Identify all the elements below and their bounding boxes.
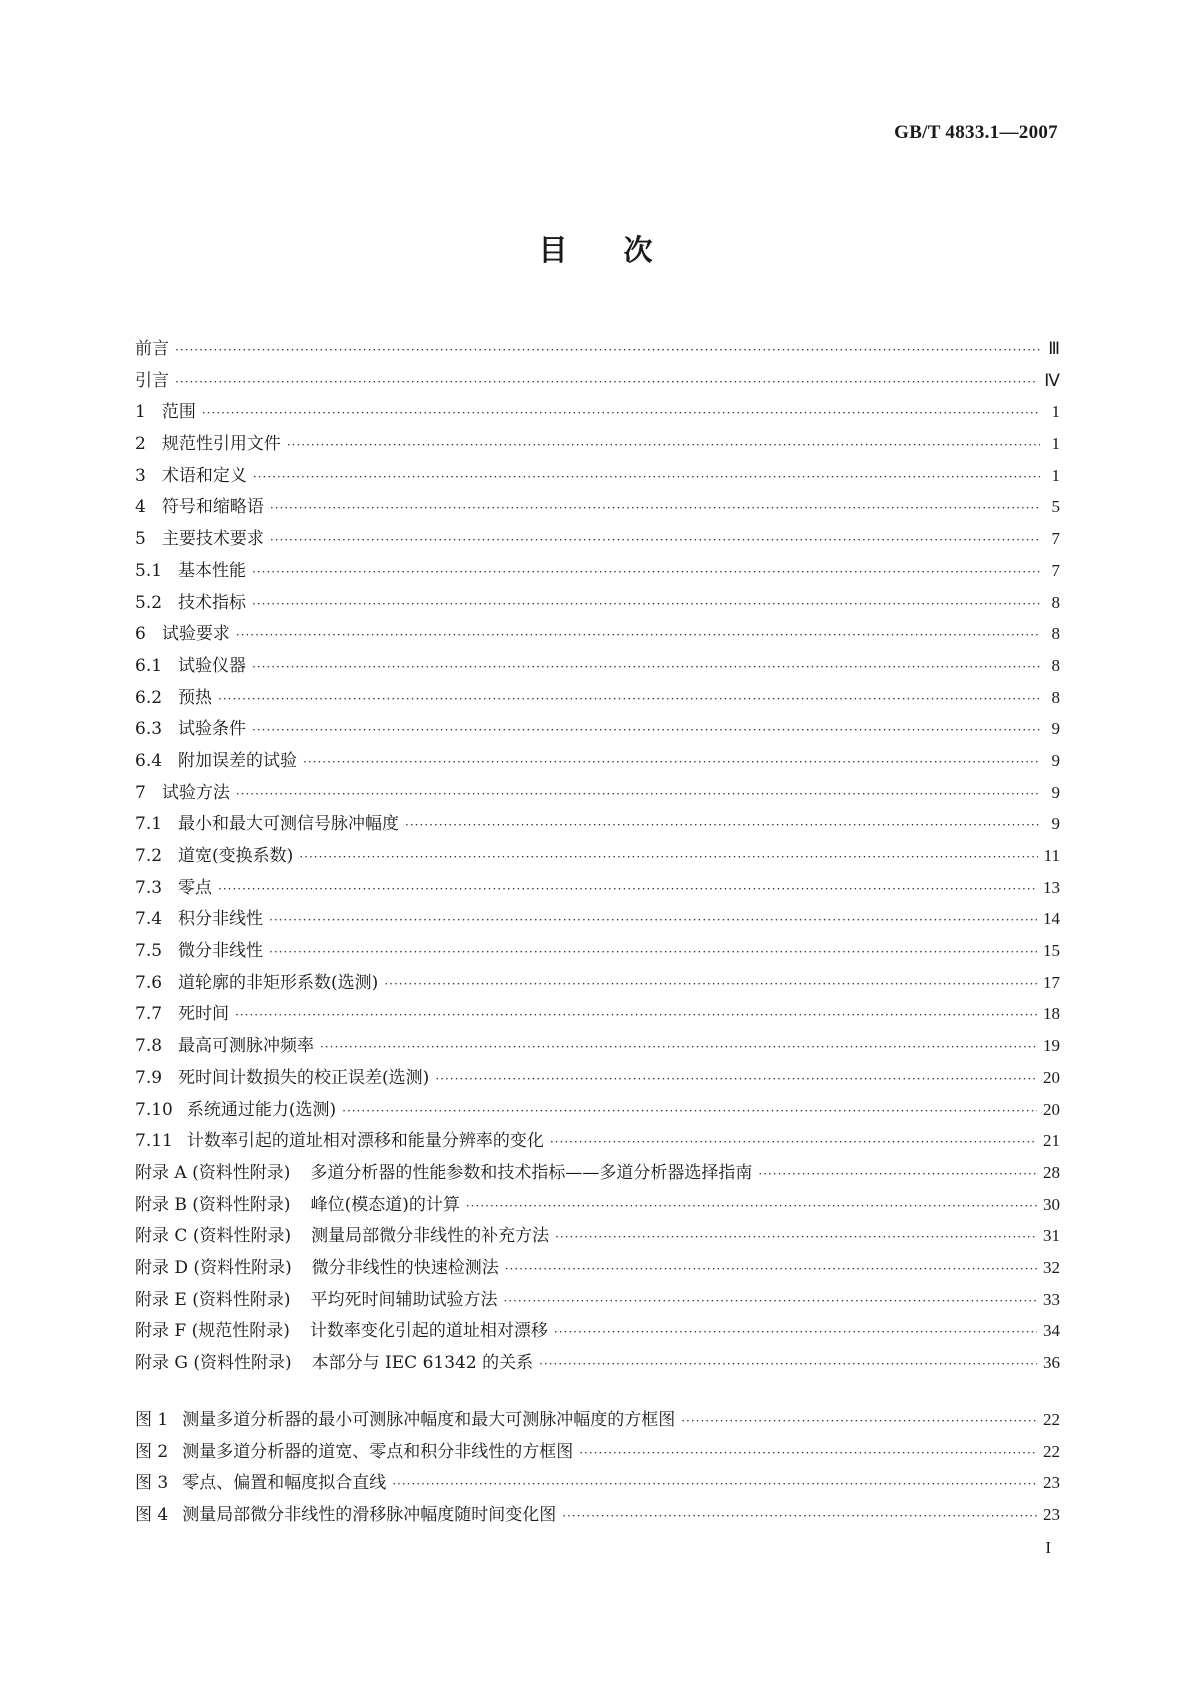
toc-entry-number: 7 [135, 782, 146, 803]
toc-entry[interactable] [135, 588, 1060, 620]
toc-entry[interactable] [135, 683, 1060, 715]
toc-entry[interactable] [135, 809, 1060, 841]
toc-entry-number: 7.2 [135, 846, 163, 866]
dot-leader [218, 882, 1037, 896]
toc-entry-page: 7 [1051, 560, 1060, 580]
toc-entry-page: 32 [1043, 1257, 1060, 1277]
dot-leader [320, 1040, 1037, 1054]
dot-leader [252, 660, 1040, 674]
toc-entry-page: 8 [1051, 592, 1060, 612]
toc-entry-number: 7.1 [135, 814, 163, 835]
toc-entry[interactable] [135, 873, 1060, 905]
toc-entry-page: 22 [1043, 1441, 1060, 1461]
dot-leader [554, 1325, 1037, 1339]
toc-entry-label: 规范性引用文件 [161, 434, 281, 455]
toc-entry[interactable] [135, 968, 1060, 1000]
dot-leader [384, 977, 1037, 991]
dot-leader [287, 438, 1040, 452]
toc-entry-page: 18 [1043, 1004, 1060, 1024]
toc-entry[interactable] [135, 556, 1060, 588]
toc-entry-label: 测量多道分析器的道宽、零点和积分非线性的方框图 [182, 1441, 574, 1462]
toc-entry-page: 36 [1043, 1353, 1060, 1372]
toc-entry-label: 术语和定义 [161, 465, 247, 486]
toc-entry-number: 5.2 [135, 592, 163, 613]
toc-entry[interactable] [135, 904, 1060, 936]
toc-entry-number: 7.4 [135, 909, 163, 930]
figure-list [135, 1405, 1060, 1532]
figure-entry[interactable] [135, 1405, 1060, 1437]
toc-entry-number: 7.6 [135, 972, 163, 993]
toc-entry[interactable] [135, 651, 1060, 683]
toc-entry-number: 3 [135, 465, 146, 486]
dot-leader [466, 1199, 1037, 1213]
toc-entry[interactable] [135, 619, 1060, 651]
toc-entry-label: 试验要求 [161, 624, 230, 645]
toc-entry-number: 6.2 [135, 687, 163, 708]
toc-entry-page: 22 [1043, 1410, 1060, 1429]
toc-entry-label: 本部分与 IEC 61342 的关系 [311, 1353, 534, 1373]
toc-entry-number: 附录 D (资料性附录) [135, 1257, 292, 1278]
toc-entry-label: 技术指标 [178, 592, 247, 613]
toc-entry-page: 23 [1043, 1505, 1060, 1525]
dot-leader [539, 1357, 1037, 1371]
toc-entry-label: 道轮廓的非矩形系数(选测) [178, 972, 379, 993]
toc-entry-number: 图 4 [135, 1505, 169, 1526]
toc-entry-page: 9 [1051, 782, 1060, 802]
standard-number: GB/T 4833.1—2007 [894, 122, 1058, 143]
dot-leader [681, 1414, 1037, 1428]
toc-entry-number: 图 2 [135, 1441, 169, 1462]
dot-leader [236, 628, 1040, 642]
dot-leader [218, 692, 1040, 706]
toc-entry-label: 微分非线性的快速检测法 [311, 1257, 499, 1278]
dot-leader [405, 818, 1040, 832]
toc-entry-label: 试验方法 [161, 782, 230, 803]
figure-entry[interactable] [135, 1437, 1060, 1469]
toc-entry-label: 符号和缩略语 [161, 497, 264, 518]
toc-entry[interactable] [135, 524, 1060, 556]
toc-entry-number: 7.3 [135, 877, 163, 898]
toc-entry-number: 6.1 [135, 655, 163, 676]
toc-entry-page: 1 [1051, 465, 1060, 485]
dot-leader [252, 597, 1040, 611]
toc-entry-number: 7.11 [135, 1131, 173, 1152]
toc-entry-label: 试验仪器 [178, 655, 247, 676]
toc-entry-label: 计数率引起的道址相对漂移和能量分辨率的变化 [186, 1131, 544, 1152]
figure-entry[interactable] [135, 1500, 1060, 1532]
toc-entry-number: 附录 G (资料性附录) [135, 1353, 292, 1373]
toc-entry[interactable] [135, 397, 1060, 429]
toc-entry[interactable] [135, 1285, 1060, 1317]
dot-leader [252, 565, 1040, 579]
toc-entry-label: 积分非线性 [178, 909, 264, 930]
toc-entry[interactable] [135, 936, 1060, 968]
toc-entry-page: 8 [1051, 687, 1060, 707]
toc-entry-page: 28 [1043, 1162, 1060, 1182]
toc-entry-page: 8 [1051, 624, 1060, 644]
toc-entry-page: 21 [1043, 1131, 1060, 1151]
toc-entry[interactable] [135, 714, 1060, 746]
toc-entry-label: 计数率变化引起的道址相对漂移 [309, 1321, 548, 1342]
toc-entry[interactable] [135, 1348, 1060, 1380]
toc-entry[interactable] [135, 1063, 1060, 1095]
dot-leader [342, 1104, 1037, 1118]
dot-leader [505, 1262, 1037, 1276]
toc-entry-page: 14 [1043, 909, 1060, 929]
dot-leader [555, 1230, 1037, 1244]
dot-leader [175, 343, 1040, 357]
page-title: 目次 [538, 233, 709, 267]
toc-entry-number: 1 [135, 402, 146, 423]
toc-entry-label: 零点 [178, 877, 213, 898]
toc-entry-number: 附录 E (资料性附录) [135, 1289, 291, 1310]
toc-entry-page: 34 [1043, 1321, 1060, 1341]
dot-leader [435, 1072, 1037, 1086]
dot-leader [299, 850, 1037, 864]
toc-entry-number: 5.1 [135, 560, 163, 581]
toc-entry-page: 1 [1051, 402, 1060, 422]
toc-entry[interactable] [135, 841, 1060, 873]
toc-entry-page: 19 [1043, 1036, 1060, 1056]
toc-entry[interactable] [135, 1221, 1060, 1253]
dot-leader [235, 1008, 1037, 1022]
toc-entry-number: 7.10 [135, 1099, 173, 1120]
toc-entry-number: 附录 F (规范性附录) [135, 1321, 290, 1342]
toc-entry-label: 主要技术要求 [161, 529, 264, 550]
toc-entry-number: 2 [135, 434, 146, 455]
toc-entry-label: 预热 [178, 687, 213, 708]
dot-leader [202, 406, 1040, 420]
toc-entry-label: 死时间 [178, 1004, 230, 1025]
toc-entry-page: 17 [1043, 972, 1060, 992]
toc-entry-page: 31 [1043, 1226, 1060, 1246]
dot-leader [579, 1446, 1037, 1460]
toc-entry-number: 6 [135, 624, 146, 645]
toc-entry-number: 附录 C (资料性附录) [135, 1226, 292, 1247]
toc-entry-label: 多道分析器的性能参数和技术指标——多道分析器选择指南 [310, 1162, 753, 1183]
toc-entry-label: 范围 [161, 402, 196, 423]
toc-entry-label: 试验条件 [178, 719, 247, 740]
toc-entry-label: 峰位(模态道)的计算 [310, 1194, 460, 1215]
dot-leader [236, 787, 1040, 801]
toc-entry-page: 30 [1043, 1194, 1060, 1214]
toc-entry-label: 系统通过能力(选测) [186, 1099, 337, 1120]
toc-entry[interactable] [135, 429, 1060, 461]
toc-entry-page: 11 [1043, 846, 1060, 865]
toc-entry[interactable] [135, 1126, 1060, 1158]
toc-entry-number: 图 3 [135, 1473, 169, 1494]
toc-entry-page: 9 [1051, 814, 1060, 834]
dot-leader [758, 1167, 1037, 1181]
toc-list [135, 334, 1060, 1380]
dot-leader [270, 533, 1040, 547]
dot-leader [503, 1294, 1037, 1308]
dot-leader [562, 1509, 1037, 1523]
toc-entry[interactable] [135, 1031, 1060, 1063]
toc-entry-page: 23 [1043, 1473, 1060, 1493]
toc-entry-page: 9 [1051, 750, 1060, 770]
toc-entry[interactable] [135, 366, 1060, 398]
toc-entry-page: 1 [1051, 434, 1060, 454]
toc-entry-number: 图 1 [135, 1410, 169, 1430]
toc-entry-number: 附录 B (资料性附录) [135, 1194, 291, 1215]
toc-entry-label: 测量局部微分非线性的滑移脉冲幅度随时间变化图 [182, 1505, 557, 1526]
page-number: I [1045, 1538, 1051, 1557]
dot-leader [252, 723, 1040, 737]
toc-entry-number: 7.7 [135, 1004, 163, 1025]
dot-leader [269, 945, 1037, 959]
toc-entry-label: 引言 [135, 370, 169, 391]
toc-entry-page: Ⅳ [1044, 370, 1060, 390]
toc-entry[interactable] [135, 999, 1060, 1031]
toc-entry-label: 最小和最大可测信号脉冲幅度 [178, 814, 400, 835]
toc-entry[interactable] [135, 334, 1060, 366]
toc-entry-label: 道宽(变换系数) [178, 846, 294, 866]
toc-entry-number: 7.8 [135, 1036, 163, 1057]
toc-entry[interactable] [135, 461, 1060, 493]
dot-leader [550, 1135, 1037, 1149]
toc-entry[interactable] [135, 746, 1060, 778]
toc-entry-number: 6.4 [135, 750, 163, 771]
toc-entry[interactable] [135, 1190, 1060, 1222]
toc-entry-label: 死时间计数损失的校正误差(选测) [178, 1067, 430, 1088]
dot-leader [269, 913, 1037, 927]
toc-entry-page: 13 [1043, 877, 1060, 897]
dot-leader [175, 375, 1038, 389]
toc-entry[interactable] [135, 1316, 1060, 1348]
toc-entry-page: 8 [1051, 655, 1060, 675]
toc-entry-number: 附录 A (资料性附录) [135, 1162, 291, 1183]
dot-leader [392, 1477, 1037, 1491]
toc-entry-label: 平均死时间辅助试验方法 [310, 1289, 498, 1310]
toc-entry-page: 7 [1051, 529, 1060, 549]
toc-entry-label: 最高可测脉冲频率 [178, 1036, 315, 1057]
toc-entry-page: 33 [1043, 1289, 1060, 1309]
toc-entry-page: Ⅲ [1048, 339, 1060, 358]
toc-entry-page: 15 [1043, 941, 1060, 961]
toc-entry-label: 零点、偏置和幅度拟合直线 [182, 1473, 387, 1494]
toc-entry[interactable] [135, 492, 1060, 524]
toc-entry-page: 9 [1051, 719, 1060, 739]
toc-entry-page: 20 [1043, 1067, 1060, 1087]
toc-entry[interactable] [135, 1158, 1060, 1190]
toc-entry-number: 7.9 [135, 1067, 163, 1088]
dot-leader [303, 755, 1040, 769]
toc-entry-label: 测量局部微分非线性的补充方法 [311, 1226, 550, 1247]
toc-entry-label: 微分非线性 [178, 941, 264, 962]
toc-entry[interactable] [135, 778, 1060, 810]
toc-entry-number: 7.5 [135, 941, 163, 962]
toc-entry-number: 6.3 [135, 719, 163, 740]
figure-entry[interactable] [135, 1468, 1060, 1500]
toc-entry-label: 附加误差的试验 [178, 750, 298, 771]
toc-entry-number: 4 [135, 497, 146, 518]
dot-leader [270, 501, 1040, 515]
toc-entry[interactable] [135, 1095, 1060, 1127]
toc-entry-label: 基本性能 [178, 560, 247, 581]
toc-entry[interactable] [135, 1253, 1060, 1285]
dot-leader [253, 470, 1040, 484]
toc-entry-number: 5 [135, 529, 146, 550]
toc-entry-label: 前言 [135, 339, 169, 359]
toc-entry-page: 5 [1051, 497, 1060, 517]
toc-entry-label: 测量多道分析器的最小可测脉冲幅度和最大可测脉冲幅度的方框图 [182, 1410, 676, 1430]
toc-entry-page: 20 [1043, 1099, 1060, 1119]
